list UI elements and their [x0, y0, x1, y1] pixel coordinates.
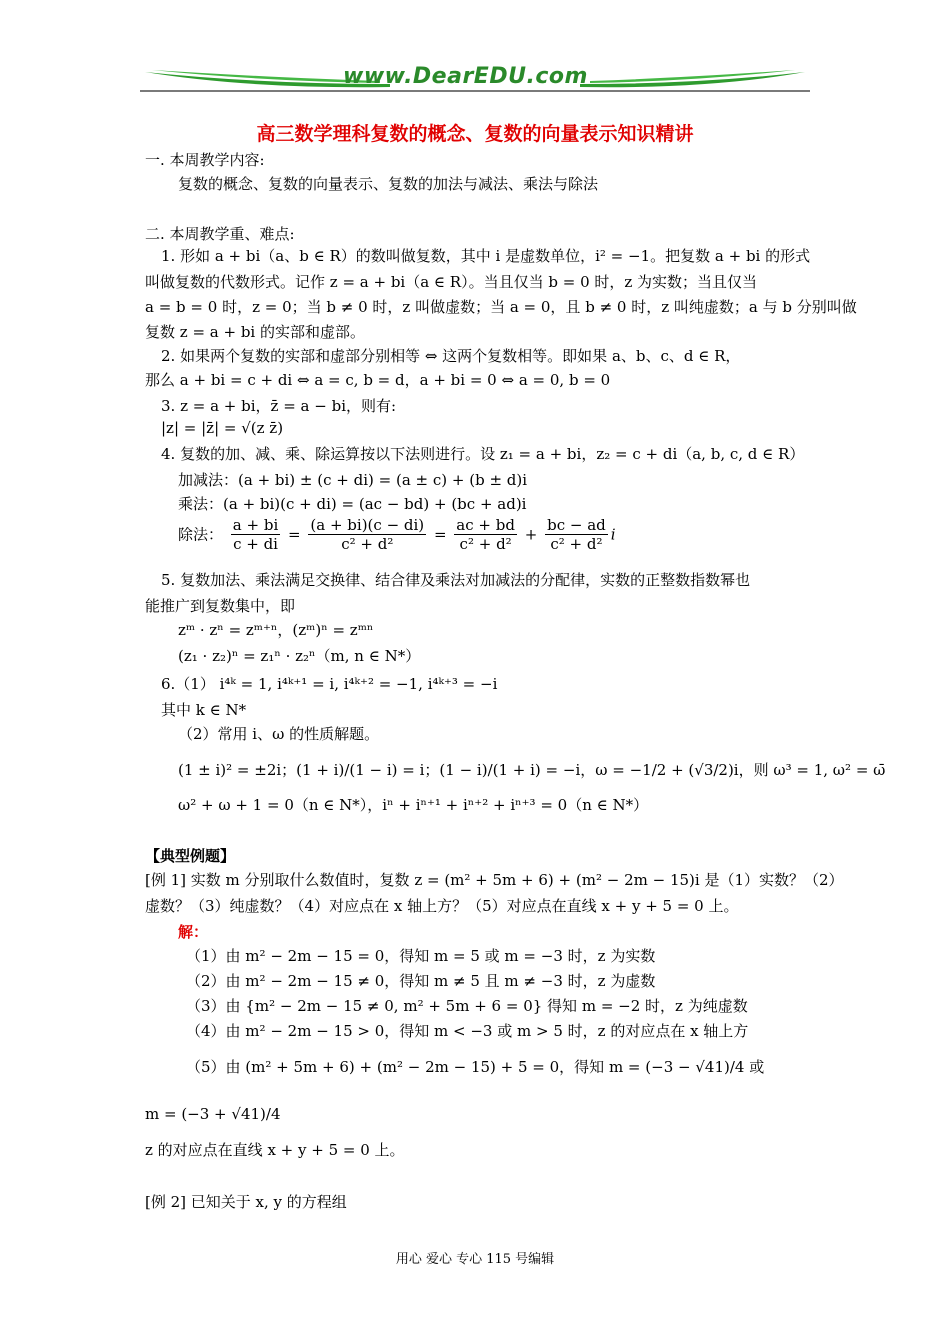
fraction-4 — [545, 516, 608, 553]
example-1-line-2: 虚数？（3）纯虚数？（4）对应点在 x 轴上方？（5）对应点在直线 x + y + 5 = 0 上。 — [145, 897, 739, 915]
point-6-line-4: (1 ± i)² = ±2i；(1 + i)/(1 − i) = i；(1 − i)/(1 + i) = −i，ω = −1/2 + (√3/2)i，则 ω³ = 1, ω² = ω̄ — [178, 761, 886, 779]
examples-heading: 【典型例题】 — [145, 847, 236, 865]
fraction-3 — [454, 516, 517, 553]
solution-step-5: （5）由 (m² + 5m + 6) + (m² − 2m − 15) + 5 = 0，得知 m = (−3 − √41)/4 或 — [186, 1058, 765, 1076]
point-5-line-2: 能推广到复数集中，即 — [145, 597, 296, 615]
fraction-1 — [231, 516, 280, 553]
point-6-line-1: 6.（1） i⁴ᵏ = 1, i⁴ᵏ⁺¹ = i, i⁴ᵏ⁺² = −1, i⁴ᵏ⁺³ = −i — [161, 675, 498, 693]
example-2-line: [例 2] 已知关于 x, y 的方程组 — [145, 1193, 347, 1211]
point-1-line-3: a = b = 0 时，z = 0；当 b ≠ 0 时，z 叫做虚数；当 a = 0，且 b ≠ 0 时，z 叫纯虚数；a 与 b 分别叫做 — [145, 298, 857, 316]
addition-rule: 加减法：(a + bi) ± (c + di) = (a ± c) + (b ± d)i — [178, 471, 528, 489]
point-6-line-5: ω² + ω + 1 = 0（n ∈ N*），iⁿ + iⁿ⁺¹ + iⁿ⁺² + iⁿ⁺³ = 0（n ∈ N*） — [178, 796, 649, 814]
division-label: 除法： — [178, 525, 224, 544]
point-5-formula-2: (z₁ · z₂)ⁿ = z₁ⁿ · z₂ⁿ（m, n ∈ N*） — [178, 647, 421, 665]
fraction-1-denominator: c + di — [233, 535, 278, 553]
solution-step-5-cont: m = (−3 + √41)/4 — [145, 1105, 281, 1123]
fraction-4-denominator: c² + d² — [550, 535, 603, 553]
solution-step-2: （2）由 m² − 2m − 15 ≠ 0，得知 m ≠ 5 且 m ≠ −3 时，z 为虚数 — [186, 972, 656, 990]
point-5-formula-1: zᵐ · zⁿ = zᵐ⁺ⁿ，(zᵐ)ⁿ = zᵐⁿ — [178, 621, 374, 639]
solution-step-3: （3）由 {m² − 2m − 15 ≠ 0, m² + 5m + 6 = 0} 得知 m = −2 时，z 为纯虚数 — [186, 997, 748, 1015]
point-4-line: 4. 复数的加、减、乘、除运算按以下法则进行。设 z₁ = a + bi，z₂ = c + di（a, b, c, d ∈ R） — [161, 445, 805, 463]
fraction-3-numerator: ac + bd — [456, 516, 515, 534]
point-3-formula: |z| = |z̄| = √(z z̄) — [161, 419, 284, 437]
fraction-2-denominator: c² + d² — [341, 535, 394, 553]
fraction-4-numerator: bc − ad — [547, 516, 606, 534]
section-1-heading: 一. 本周教学内容: — [145, 151, 265, 169]
point-2-line-1: 2. 如果两个复数的实部和虚部分别相等 ⇔ 这两个复数相等。即如果 a、b、c、d ∈ R， — [161, 347, 741, 365]
section-1-content: 复数的概念、复数的向量表示、复数的加法与减法、乘法与除法 — [178, 175, 599, 193]
site-logo-text: www.DearEDU.com — [343, 64, 588, 89]
fraction-1-numerator: a + bi — [232, 516, 279, 534]
point-1-line-4: 复数 z = a + bi 的实部和虚部。 — [145, 323, 365, 341]
page-title: 高三数学理科复数的概念、复数的向量表示知识精讲 — [256, 123, 694, 145]
point-6-line-3: （2）常用 i、ω 的性质解题。 — [178, 725, 380, 743]
fraction-2 — [308, 516, 426, 553]
solution-step-1: （1）由 m² − 2m − 15 = 0，得知 m = 5 或 m = −3 时，z 为实数 — [186, 947, 656, 965]
section-2-heading: 二. 本周教学重、难点: — [145, 225, 295, 243]
point-5-line-1: 5. 复数加法、乘法满足交换律、结合律及乘法对加减法的分配律，实数的正整数指数幂也 — [161, 571, 751, 589]
fraction-3-denominator: c² + d² — [459, 535, 512, 553]
fraction-2-numerator: (a + bi)(c − di) — [310, 516, 425, 534]
point-1-line-1: 1. 形如 a + bi（a、b ∈ R）的数叫做复数，其中 i 是虚数单位，i² = −1。把复数 a + bi 的形式 — [161, 247, 811, 265]
point-3-line-1: 3. z = a + bi，z̄ = a − bi，则有: — [161, 397, 397, 415]
point-2-line-2: 那么 a + bi = c + di ⇔ a = c, b = d，a + bi = 0 ⇔ a = 0, b = 0 — [145, 371, 611, 389]
point-1-line-2: 叫做复数的代数形式。记作 z = a + bi（a ∈ R）。当且仅当 b = 0 时，z 为实数；当且仅当 — [145, 273, 758, 291]
solution-step-4: （4）由 m² − 2m − 15 > 0，得知 m < −3 或 m > 5 时，z 的对应点在 x 轴上方 — [186, 1022, 749, 1040]
solution-label: 解： — [178, 923, 209, 941]
multiplication-rule: 乘法：(a + bi)(c + di) = (ac − bd) + (bc + ad)i — [178, 495, 527, 513]
example-1-line-1: [例 1] 实数 m 分别取什么数值时，复数 z = (m² + 5m + 6) + (m² − 2m − 15)i 是（1）实数？（2） — [145, 871, 844, 889]
page-footer: 用心 爱心 专心 115 号编辑 — [395, 1252, 555, 1267]
point-6-line-2: 其中 k ∈ N* — [161, 701, 247, 719]
solution-conclusion: z 的对应点在直线 x + y + 5 = 0 上。 — [145, 1141, 405, 1159]
division-rule: 除法： $\frac{a + bi}{c + di}$ = $\frac{(a + bi)(c - di)}{\text{c² + d²}}$ = $\frac{ac + bd}{\text{c² + d²}}$ + $\frac{bc - ad}{\text{c² + d²}}$ i — [178, 516, 616, 553]
